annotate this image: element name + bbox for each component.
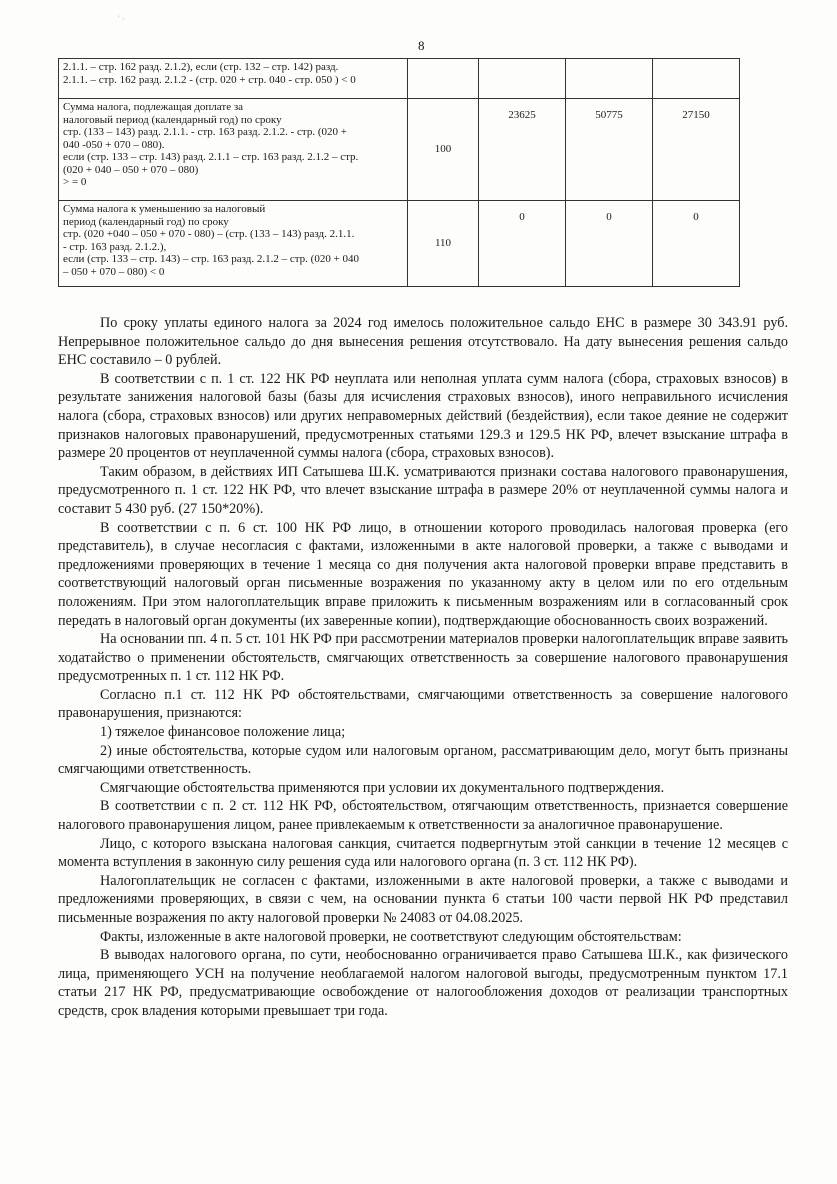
- paragraph: Налогоплательщик не согласен с фактами, изложенными в акте налоговой проверки, а также с выводами и предложениями проверяющих, в связи с чем, на основании пункта 6 статьи 100 части первой НК РФ представил письменные возражения по акту налоговой проверки № 24083 от 04.08.2025.: [58, 872, 788, 926]
- desc-line: - стр. 163 разд. 2.1.2.),: [63, 240, 167, 253]
- desc-line: налоговый период (календарный год) по сроку: [63, 113, 282, 126]
- paragraph: Лицо, с которого взыскана налоговая санкция, считается подвергнутым этой санкции в течение 12 месяцев с момента вступления в законную силу решения суда или налогового органа (п. 3 ст. 112 НК РФ).: [58, 835, 788, 871]
- desc-line: стр. (020 +040 – 050 + 070 - 080) – (стр. (133 – 143) разд. 2.1.1.: [63, 228, 355, 240]
- desc-line: Сумма налога к уменьшению за налоговый: [63, 203, 266, 215]
- row-code: 110: [408, 201, 479, 287]
- table-row: [59, 59, 740, 99]
- paragraph: В соответствии с п. 2 ст. 112 НК РФ, обстоятельством, отягчающим ответственность, признается совершение налогового правонарушения лицом, ранее привлекаемым к ответственности за аналогичное правонарушение.: [58, 798, 788, 834]
- page-number: 8: [418, 38, 425, 53]
- paragraph: В соответствии с п. 6 ст. 100 НК РФ лицо, в отношении которого проводилась налоговая проверка (его представитель), в случае несогласия с фактами, изложенными в акте налоговой проверки, а также с выводами и предложениями проверяющих в течение 1 месяца со дня получения акта налоговой проверки вправе представить в соответствующий налоговый орган письменные возражения по указанному акту в целом или по его отдельным положениям. При этом налогоплательщик вправе приложить к письменным возражениям или в согласованный срок передать в налоговый орган документы (их заверенные копии), подтверждающие обоснованность своих возражений.: [58, 519, 788, 629]
- scan-mark: ' ·: [118, 14, 125, 24]
- row-description: [59, 59, 408, 99]
- row-code: 100: [408, 99, 479, 201]
- desc-line: > = 0: [63, 176, 87, 188]
- desc-line: если (стр. 133 – стр. 143) – стр. 163 разд. 2.1.2 – стр. (020 + 040: [63, 253, 360, 265]
- paragraph: В выводах налогового органа, по сути, необоснованно ограничивается право Сатышева Ш.К., как физического лица, применяющего УСН на получение необлагаемой налогом налоговой выгоды, предусмотренным пунктом 17.1 статьи 217 НК РФ, предусматривающие освобождение от налогообложения доходов от реализации транспортных средств, срок владения которыми превышает три года.: [58, 947, 788, 1019]
- table-row: [59, 201, 740, 287]
- row-value: [653, 59, 740, 99]
- document-body: [58, 314, 788, 1021]
- desc-line: (020 + 040 – 050 + 070 – 080): [63, 163, 199, 176]
- paragraph: Согласно п.1 ст. 112 НК РФ обстоятельствами, смягчающими ответственность за совершение налогового правонарушения, признаются:: [58, 686, 788, 722]
- desc-line: стр. (133 – 143) разд. 2.1.1. - стр. 163 разд. 2.1.2. - стр. (020 +: [63, 126, 347, 138]
- desc-line: Сумма налога, подлежащая доплате за: [63, 101, 244, 113]
- row-value: 0: [479, 201, 566, 287]
- desc-line: период (календарный год) по сроку: [63, 215, 229, 228]
- row-value: 27150: [653, 99, 740, 201]
- paragraph: По сроку уплаты единого налога за 2024 год имелось положительное сальдо ЕНС в размере 30 343.91 руб. Непрерывное положительное сальдо до дня вынесения решения отсутствовало. На дату вынесения решения сальдо ЕНС составило – 0 рублей.: [58, 315, 788, 369]
- list-item: 2) иные обстоятельства, которые судом или налоговым органом, рассматривающим дело, могут быть признаны смягчающими ответственность.: [58, 742, 788, 778]
- row-description: [59, 201, 408, 287]
- tax-calculation-table: [58, 58, 740, 287]
- paragraph: В соответствии с п. 1 ст. 122 НК РФ неуплата или неполная уплата сумм налога (сбора, страховых взносов) в результате занижения налоговой базы (базы для исчисления страховых взносов), иного неправильного исчисления налога (сбора, страховых взносов) или других неправомерных действий (бездействия), если такое деяние не содержит признаков налоговых правонарушений, предусмотренных статьями 129.3 и 129.5 НК РФ, влечет взыскание штрафа в размере 20 процентов от неуплаченной суммы налога (сбора, страховых взносов).: [58, 370, 788, 462]
- desc-line: – 050 + 070 – 080) < 0: [63, 265, 165, 278]
- row-description: [59, 99, 408, 201]
- row-value: 23625: [479, 99, 566, 201]
- list-item: 1) тяжелое финансовое положение лица;: [100, 724, 346, 741]
- row-value: 0: [653, 201, 740, 287]
- row-value: 50775: [566, 99, 653, 201]
- desc-line: 040 -050 + 070 – 080).: [63, 138, 165, 151]
- paragraph: Факты, изложенные в акте налоговой проверки, не соответствуют следующим обстоятельствам:: [100, 928, 682, 945]
- desc-line: 2.1.1. – стр. 162 разд. 2.1.2 - (стр. 020 + стр. 040 - стр. 050 ) < 0: [63, 73, 356, 86]
- paragraph: Смягчающие обстоятельства применяются при условии их документального подтверждения.: [100, 779, 665, 796]
- desc-line: если (стр. 133 – стр. 143) разд. 2.1.1 – стр. 163 разд. 2.1.2 – стр.: [63, 151, 359, 163]
- row-value: 0: [566, 201, 653, 287]
- desc-line: 2.1.1. – стр. 162 разд. 2.1.2), если (стр. 132 – стр. 142) разд.: [63, 61, 339, 73]
- paragraph: Таким образом, в действиях ИП Сатышева Ш.К. усматриваются признаки состава налогового правонарушения, предусмотренного п. 1 ст. 122 НК РФ, что влечет взыскание штрафа в размере 20% от неуплаченной суммы налога и составит 5 430 руб. (27 150*20%).: [58, 463, 788, 517]
- row-code: [408, 59, 479, 99]
- table-row: [59, 99, 740, 201]
- paragraph: На основании пп. 4 п. 5 ст. 101 НК РФ при рассмотрении материалов проверки налогоплательщик вправе заявить ходатайство о применении обстоятельств, смягчающих ответственность за совершение налогового правонарушения предусмотренных п. 1 ст. 112 НК РФ.: [58, 631, 788, 685]
- row-value: [479, 59, 566, 99]
- row-value: [566, 59, 653, 99]
